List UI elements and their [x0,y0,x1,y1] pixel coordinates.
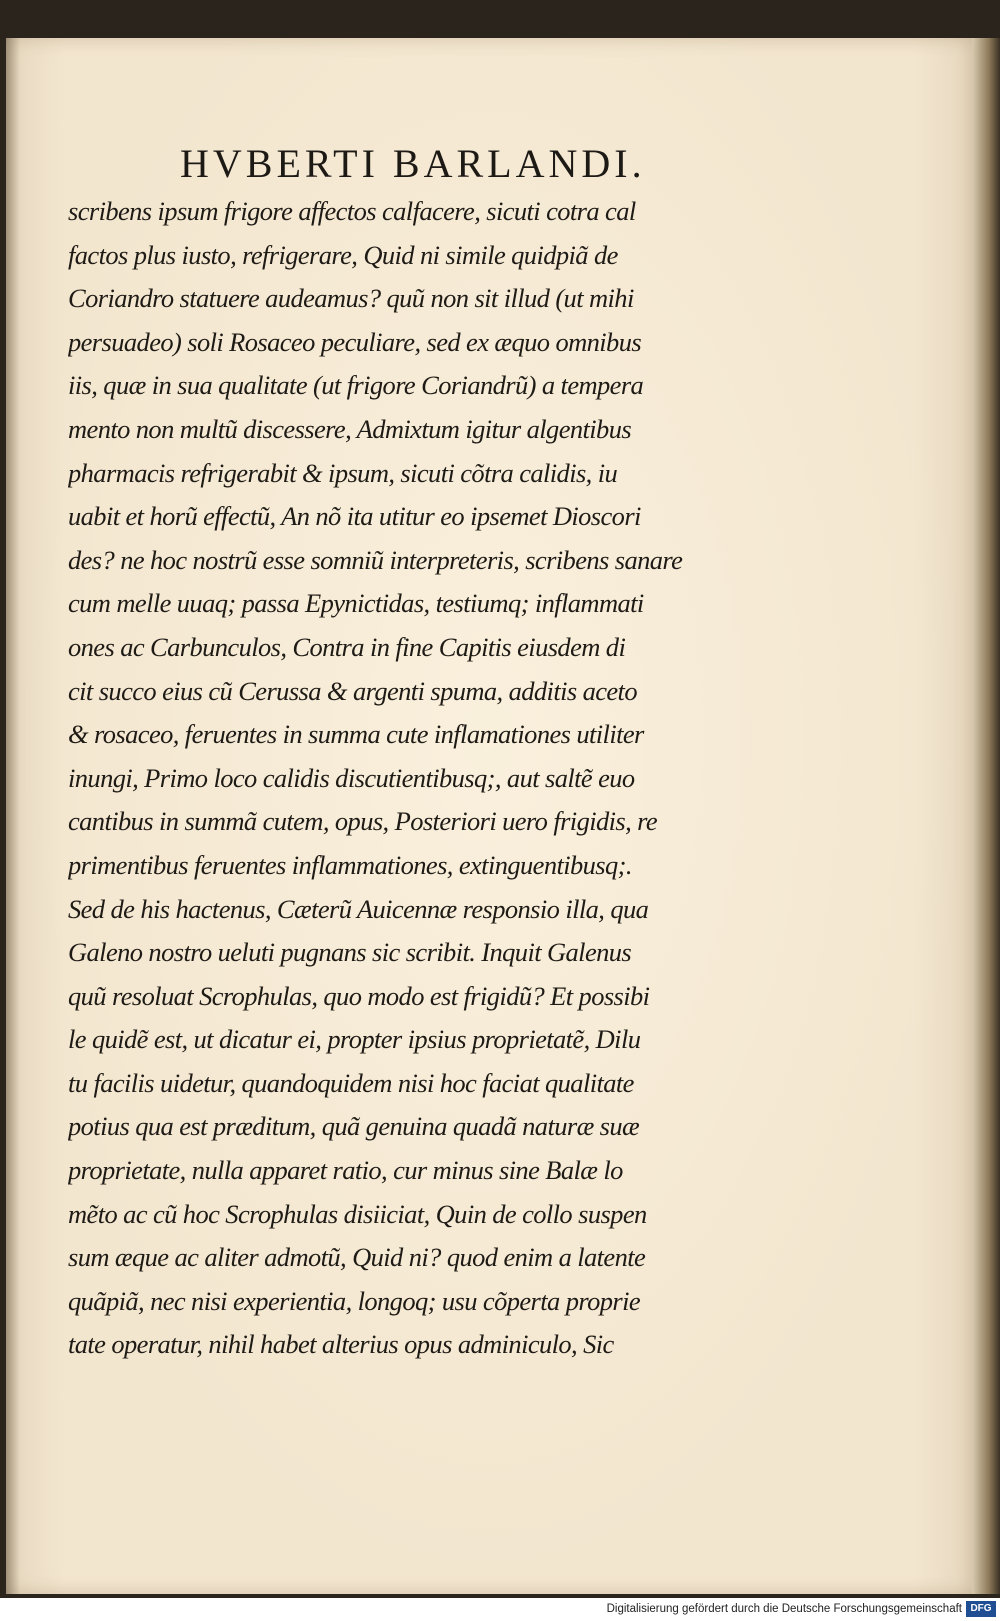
text-line: le quidẽ est, ut dicatur ei, propter ipsius proprietatẽ, Dilu [68,1024,641,1055]
text-line: mẽto ac cũ hoc Scrophulas disiiciat, Quin de collo suspen [68,1198,647,1229]
text-line: mento non multũ discessere, Admixtum igitur algentibus [68,413,632,444]
text-line: inungi, Primo loco calidis discutientibusq;, aut saltẽ euo [68,762,635,793]
text-line: des? ne hoc nostrũ esse somniũ interpreteris, scribens sanare [68,544,683,575]
text-line: tu facilis uidetur, quandoquidem nisi hoc faciat qualitate [68,1067,634,1098]
text-line: primentibus feruentes inflammationes, extinguentibusq;. [68,849,632,880]
text-line: cit succo eius cũ Cerussa & argenti spuma, additis aceto [68,675,637,706]
text-line: proprietate, nulla apparet ratio, cur minus sine Balæ lo [68,1155,623,1186]
text-line: scribens ipsum frigore affectos calfacere, sicuti cotra cal [68,196,636,226]
running-head: HVBERTI BARLANDI. [180,141,646,186]
text-line: iis, quæ in sua qualitate (ut frigore Coriandrũ) a tempera [68,370,644,401]
text-line: tate operatur, nihil habet alterius opus adminiculo, Sic [68,1329,614,1360]
text-line: factos plus iusto, refrigerare, Quid ni simile quidpiã de [68,239,618,270]
spine-shadow [6,38,20,1594]
text-line: Galeno nostro ueluti pugnans sic scribit. Inquit Galenus [68,937,632,968]
text-line: & rosaceo, feruentes in summa cute inflamationes utiliter [68,719,644,750]
digitization-credit: Digitalisierung gefördert durch die Deutsche Forschungsgemeinschaft [606,1603,962,1615]
text-line: quũ resoluat Scrophulas, quo modo est frigidũ? Et possibi [68,980,650,1011]
text-line: cum melle uuaq; passa Epynictidas, testiumq; inflammati [68,588,644,619]
text-line: pharmacis refrigerabit & ipsum, sicuti cõtra calidis, iu [68,457,618,488]
text-line: ones ac Carbunculos, Contra in fine Capitis eiusdem di [68,631,626,662]
text-line: cantibus in summã cutem, opus, Posteriori uero frigidis, re [68,806,658,837]
text-line: Sed de his hactenus, Cæterũ Auicennæ responsio illa, qua [68,893,649,924]
text-line: uabit et horũ effectũ, An nõ ita utitur eo ipsemet Dioscori [68,501,641,532]
text-line: persuadeo) soli Rosaceo peculiare, sed ex æquo omnibus [68,326,642,357]
text-line: potius qua est præditum, quã genuina quadã naturæ suæ [68,1111,640,1142]
page-edge [972,38,1000,1594]
text-block [68,190,788,1367]
text-line: quãpiã, nec nisi experientia, longoq; usu cõperta proprie [68,1285,641,1316]
text-line: sum æque ac aliter admotũ, Quid ni? quod enim a latente [68,1242,646,1273]
text-line: Coriandro statuere audeamus? quũ non sit illud (ut mihi [68,283,634,314]
dfg-logo: DFG [966,1601,996,1617]
